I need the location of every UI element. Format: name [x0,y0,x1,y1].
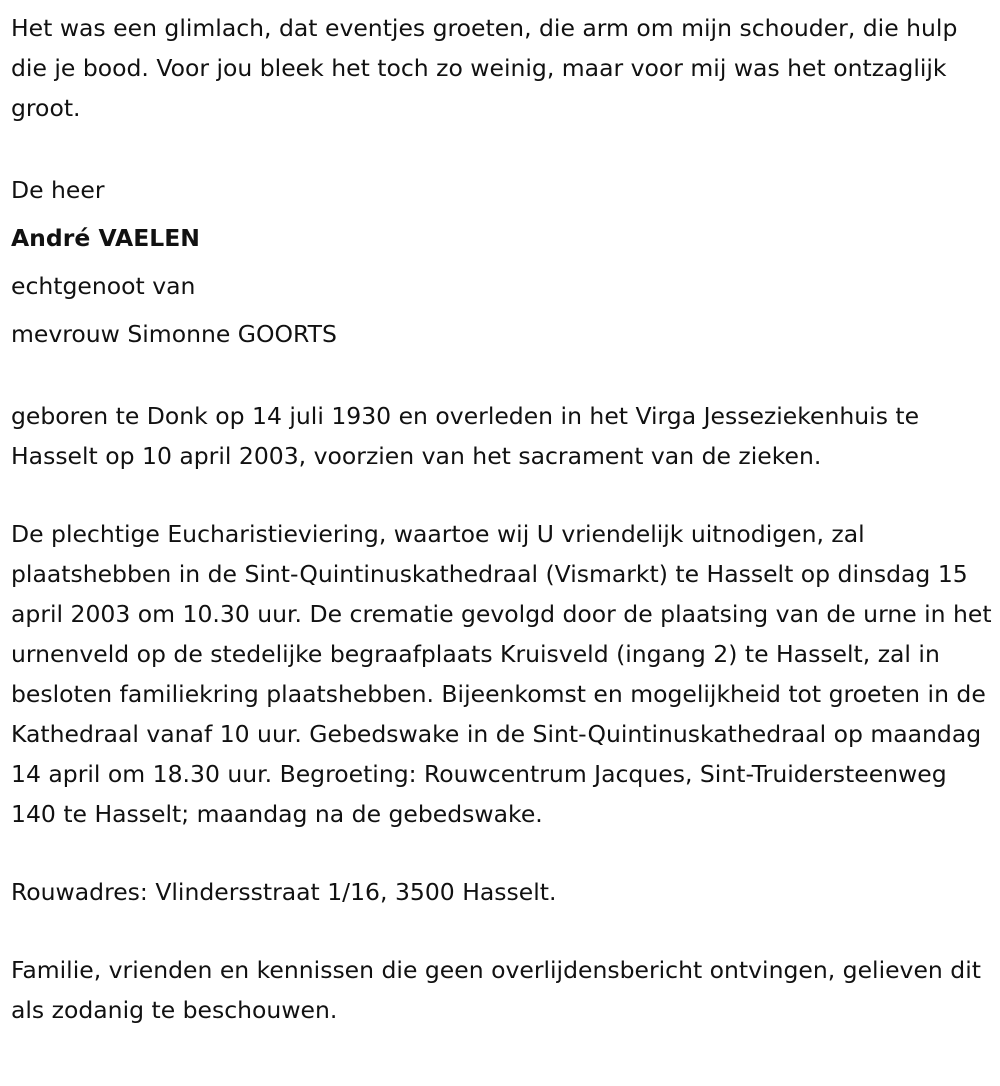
relation-label: echtgenoot van [11,272,196,300]
death-notice [11,8,993,1030]
spacer [11,358,993,396]
ceremony-paragraph: De plechtige Eucharistieviering, waartoe wij U vriendelijk uitnodigen, zal plaatshebben in de Sint-Quintinuskathedraal (Vismarkt) te Hasselt op dinsdag 15 april 2003 om 10.30 uur. De crematie gevolgd door de plaatsing van de urne in het urnenveld op de stedelijke begraafplaats Kruisveld (ingang 2) te Hasselt, zal in besloten familiekring plaatshebben. Bijeenkomst en mogelijkheid tot groeten in de Kathedraal vanaf 10 uur. Gebedswake in de Sint-Quintinuskathedraal op maandag 14 april om 18.30 uur. Begroeting: Rouwcentrum Jacques, Sint-Truidersteenweg 140 te Hasselt; maandag na de gebedswake. [11,520,992,828]
address-paragraph: Rouwadres: Vlindersstraat 1/16, 3500 Hasselt. [11,878,557,906]
spacer [11,128,993,166]
spacer [11,834,993,872]
birth-death-paragraph: geboren te Donk op 14 juli 1930 en overleden in het Virga Jesseziekenhuis te Hasselt op 10 april 2003, voorzien van het sacrament van de zieken. [11,402,920,470]
spouse-name: mevrouw Simonne GOORTS [11,320,337,348]
poem-paragraph: Het was een glimlach, dat eventjes groeten, die arm om mijn schouder, die hulp die je bood. Voor jou bleek het toch zo weinig, maar voor mij was het ontzaglijk groot. [11,14,958,122]
salutation: De heer [11,176,105,204]
closing-paragraph: Familie, vrienden en kennissen die geen overlijdensbericht ontvingen, gelieven dit als zodanig te beschouwen. [11,956,981,1024]
spacer [11,476,993,514]
spacer [11,912,993,950]
deceased-name: André VAELEN [11,224,200,252]
